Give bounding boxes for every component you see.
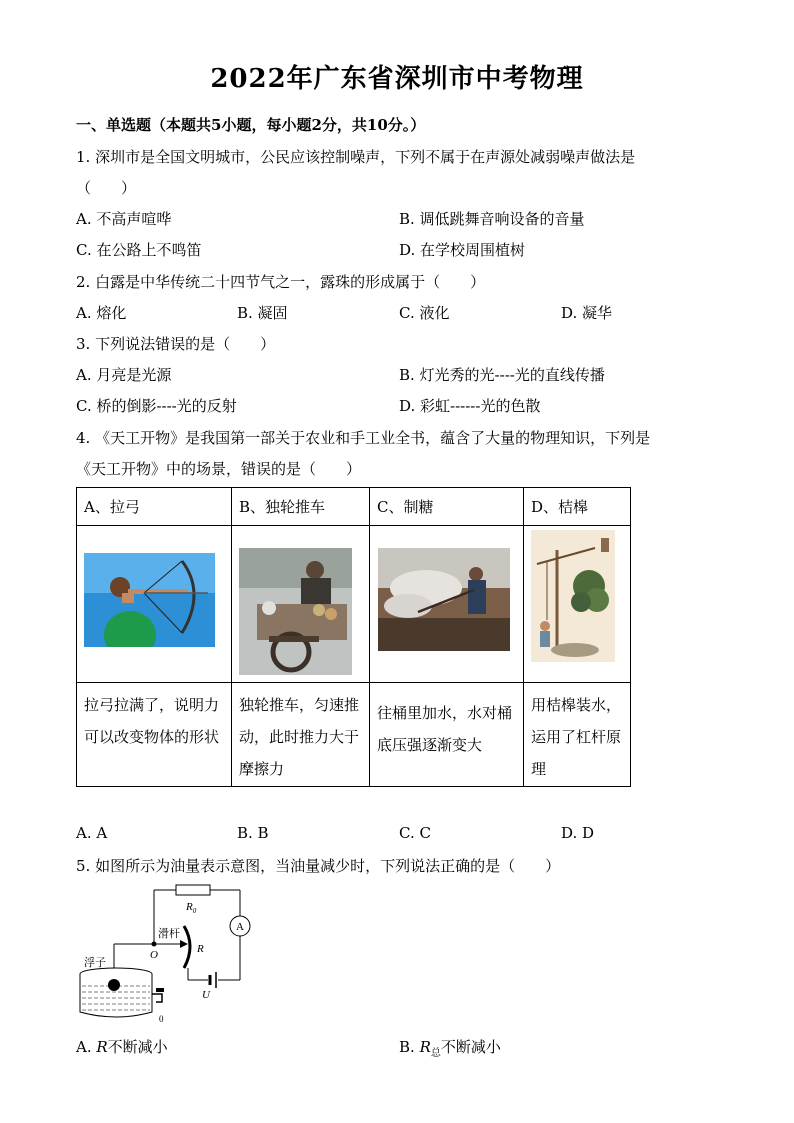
q4-header-d: D、桔槔 xyxy=(524,488,631,526)
q3-option-c: C. 桥的倒影----光的反射 xyxy=(76,397,237,415)
q3-option-d: D. 彩虹------光的色散 xyxy=(399,397,541,415)
q4-option-c: C. C xyxy=(399,824,431,842)
archer-photo xyxy=(84,553,215,647)
pivot-point xyxy=(152,942,157,947)
tap-label: 0 xyxy=(159,1014,164,1024)
q1-option-a: A. 不高声喧哗 xyxy=(76,210,172,228)
q4-option-a: A. A xyxy=(76,824,108,842)
q3-option-a: A. 月亮是光源 xyxy=(76,366,172,384)
q2-option-c: C. 液化 xyxy=(399,304,450,322)
sugar-making-photo xyxy=(378,548,510,651)
section-heading: 一、单选题（本题共5小题，每小题2分，共10分。） xyxy=(76,116,426,134)
q4-desc-d: 用桔槔装水，运用了杠杆原理 xyxy=(524,683,631,787)
lever-label: 滑杆 xyxy=(158,928,180,940)
q2-stem: 2. 白露是中华传统二十四节气之一，露珠的形成属于（ ） xyxy=(76,273,486,291)
ammeter-label: A xyxy=(236,921,244,933)
page-title: 2022年广东省深圳市中考物理 xyxy=(210,64,584,94)
q2-option-a: A. 熔化 xyxy=(76,304,127,322)
q4-desc-c: 往桶里加水，水对桶底压强逐渐变大 xyxy=(370,683,524,787)
q3-option-b: B. 灯光秀的光----光的直线传播 xyxy=(399,366,605,384)
q2-option-d: D. 凝华 xyxy=(561,304,613,322)
q5-option-b: B. $R_总$不断减小 xyxy=(399,1038,501,1059)
q1-option-d: D. 在学校周围植树 xyxy=(399,241,526,259)
pivot-label: O xyxy=(150,949,158,961)
oil-gauge-circuit-diagram xyxy=(76,884,266,1026)
r-label: R xyxy=(197,943,204,955)
float-label: 浮子 xyxy=(84,957,106,969)
q4-header-c: C、制糖 xyxy=(370,488,524,526)
q3-stem: 3. 下列说法错误的是（ ） xyxy=(76,335,276,353)
variable-resistor-arc xyxy=(184,926,190,968)
q4-header-b: B、独轮推车 xyxy=(232,488,370,526)
q5-stem: 5. 如图所示为油量表示意图，当油量减少时，下列说法正确的是（ ） xyxy=(76,857,561,875)
float-ball xyxy=(108,979,120,991)
q4-option-d: D. D xyxy=(561,824,595,842)
well-sweep-illustration xyxy=(531,530,615,662)
q1-option-b: B. 调低跳舞音响设备的音量 xyxy=(399,210,585,228)
q4-desc-a: 拉弓拉满了，说明力可以改变物体的形状 xyxy=(77,683,232,787)
q4-stem-line1: 4. 《天工开物》是我国第一部关于农业和手工业全书，蕴含了大量的物理知识，下列是 xyxy=(76,429,651,447)
q2-option-b: B. 凝固 xyxy=(237,304,288,322)
q4-image-cell-b xyxy=(232,526,370,683)
q4-scenes-table xyxy=(76,487,631,787)
q4-header-a: A、拉弓 xyxy=(77,488,232,526)
tap-icon xyxy=(152,994,162,1002)
q4-image-cell-a xyxy=(77,526,232,683)
wheelbarrow-photo xyxy=(239,548,352,675)
q4-desc-b: 独轮推车，匀速推动，此时推力大于摩擦力 xyxy=(232,683,370,787)
q4-image-cell-c xyxy=(370,526,524,683)
q4-stem-line2: 《天工开物》中的场景，错误的是（ ） xyxy=(76,460,362,478)
u-label: U xyxy=(202,989,210,1001)
r0-label: $R_0$ xyxy=(186,901,197,915)
q1-stem: 1. 深圳市是全国文明城市，公民应该控制噪声，下列不属于在声源处减弱噪声做法是 xyxy=(76,148,636,166)
q4-image-cell-d xyxy=(524,526,631,683)
q1-paren: （ ） xyxy=(76,179,137,197)
q4-option-b: B. B xyxy=(237,824,269,842)
q5-option-a: A. R不断减小 xyxy=(76,1038,168,1056)
q1-option-c: C. 在公路上不鸣笛 xyxy=(76,241,202,259)
